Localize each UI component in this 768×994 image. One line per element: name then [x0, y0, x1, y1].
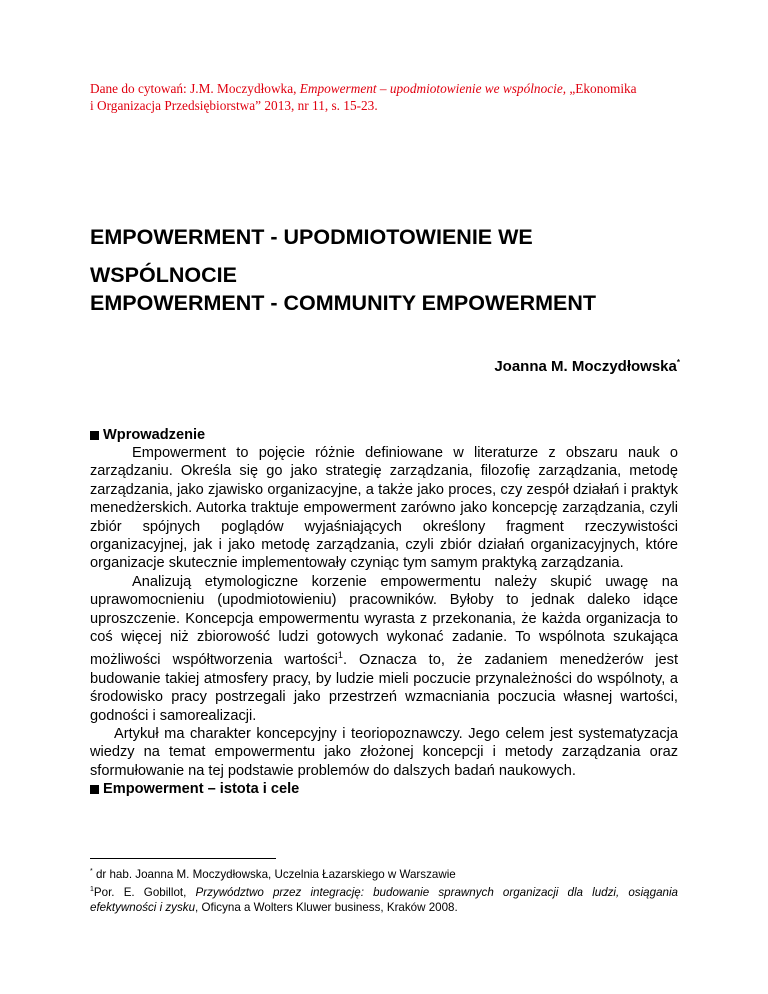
author	[494, 358, 680, 375]
title-line-3: EMPOWERMENT - COMMUNITY EMPOWERMENT	[90, 291, 597, 315]
footnote	[90, 882, 678, 915]
footnote-mark: *	[90, 868, 93, 875]
footnote-mark: 1	[90, 885, 94, 893]
section-heading-essence	[90, 780, 299, 798]
paragraph-text: Analizują etymologiczne korzenie empowermentu należy skupić uwagę na uprawomocnieniu (upodmiotowieniu) pracowników. Byłoby to jednak daleko idące uproszczenie. Koncepcja empowermentu wyrasta z przekonania, że każda organizacja to coś więcej niż zbiorowość ludzi gotowych wykonać zadanie. To wspólnota szukająca możliwości współtworzenia wartości	[90, 573, 678, 669]
square-bullet-icon	[90, 785, 99, 794]
paragraph: Artykuł ma charakter koncepcyjny i teoriopoznawczy. Jego celem jest systematyzacja wiedzy na temat empowermentu jako złożonej koncepcji i metody zarządzania oraz sformułowanie na tej podstawie problemów do dalszych badań naukowych.	[90, 725, 678, 779]
citation-title: Empowerment – upodmiotowienie we wspólnocie,	[299, 81, 567, 96]
citation-journal: „Ekonomika	[566, 81, 637, 96]
section-heading-text: Empowerment – istota i cele	[103, 781, 300, 797]
title-line-2: WSPÓLNOCIE	[90, 263, 237, 287]
section-heading-introduction	[90, 426, 205, 444]
body-text	[90, 444, 678, 780]
footnote-text: Por. E. Gobillot,	[93, 885, 196, 899]
footnote	[90, 864, 678, 882]
footnote-text: dr hab. Joanna M. Moczydłowska, Uczelnia Łazarskiego w Warszawie	[92, 867, 456, 881]
footnote-ref: 1	[337, 650, 343, 661]
author-name: Joanna M. Moczydłowska	[494, 358, 677, 375]
paragraph-text: . Oznacza to, że zadaniem menedżerów jest budowanie takiej atmosfery pracy, by ludzie mieli poczucie przynależności do wspólnoty, a środowisko pracy postrzegali jako przestrzeń wzmacniania poczucia własnej wartości, godności i samorealizacji.	[90, 652, 678, 724]
citation-note	[90, 80, 690, 114]
footnote-divider	[90, 858, 276, 859]
citation-prefix: Dane do cytowań: J.M. Moczydłowka,	[90, 81, 300, 96]
footnotes	[90, 864, 678, 915]
paragraph	[90, 573, 678, 725]
title-line-1: EMPOWERMENT - UPODMIOTOWIENIE WE	[90, 225, 533, 249]
citation-line2: i Organizacja Przedsiębiorstwa” 2013, nr 11, s. 15-23.	[90, 98, 378, 113]
square-bullet-icon	[90, 431, 99, 440]
paragraph: Empowerment to pojęcie różnie definiowane w literaturze z obszaru nauk o zarządzaniu. Określa się go jako strategię zarządzania, filozofię zarządzania, metodę zarządzania, jako zjawisko organizacyjne, a także jako proces, czy zespół działań i praktyk menedżerskich. Autorka traktuje empowerment zarówno jako koncepcję zarządzania, czyli zbiór spójnych poglądów wyjaśniających określony fragment rzeczywistości organizacyjnej, jak i jako metodę zarządzania, czyli zbiór działań organizacyjnych, które organizacje skutecznie implementowały czyniąc tym samym praktyką zarządzania.	[90, 445, 678, 572]
author-footnote-mark: *	[676, 358, 680, 367]
section-heading-text: Wprowadzenie	[103, 427, 206, 443]
footnote-text: , Oficyna a Wolters Kluwer business, Kraków 2008.	[195, 900, 458, 914]
footnote-book-title: Przywództwo przez integrację: budowanie sprawnych organizacji dla ludzi, osiągania efektywności i zysku	[90, 885, 678, 914]
